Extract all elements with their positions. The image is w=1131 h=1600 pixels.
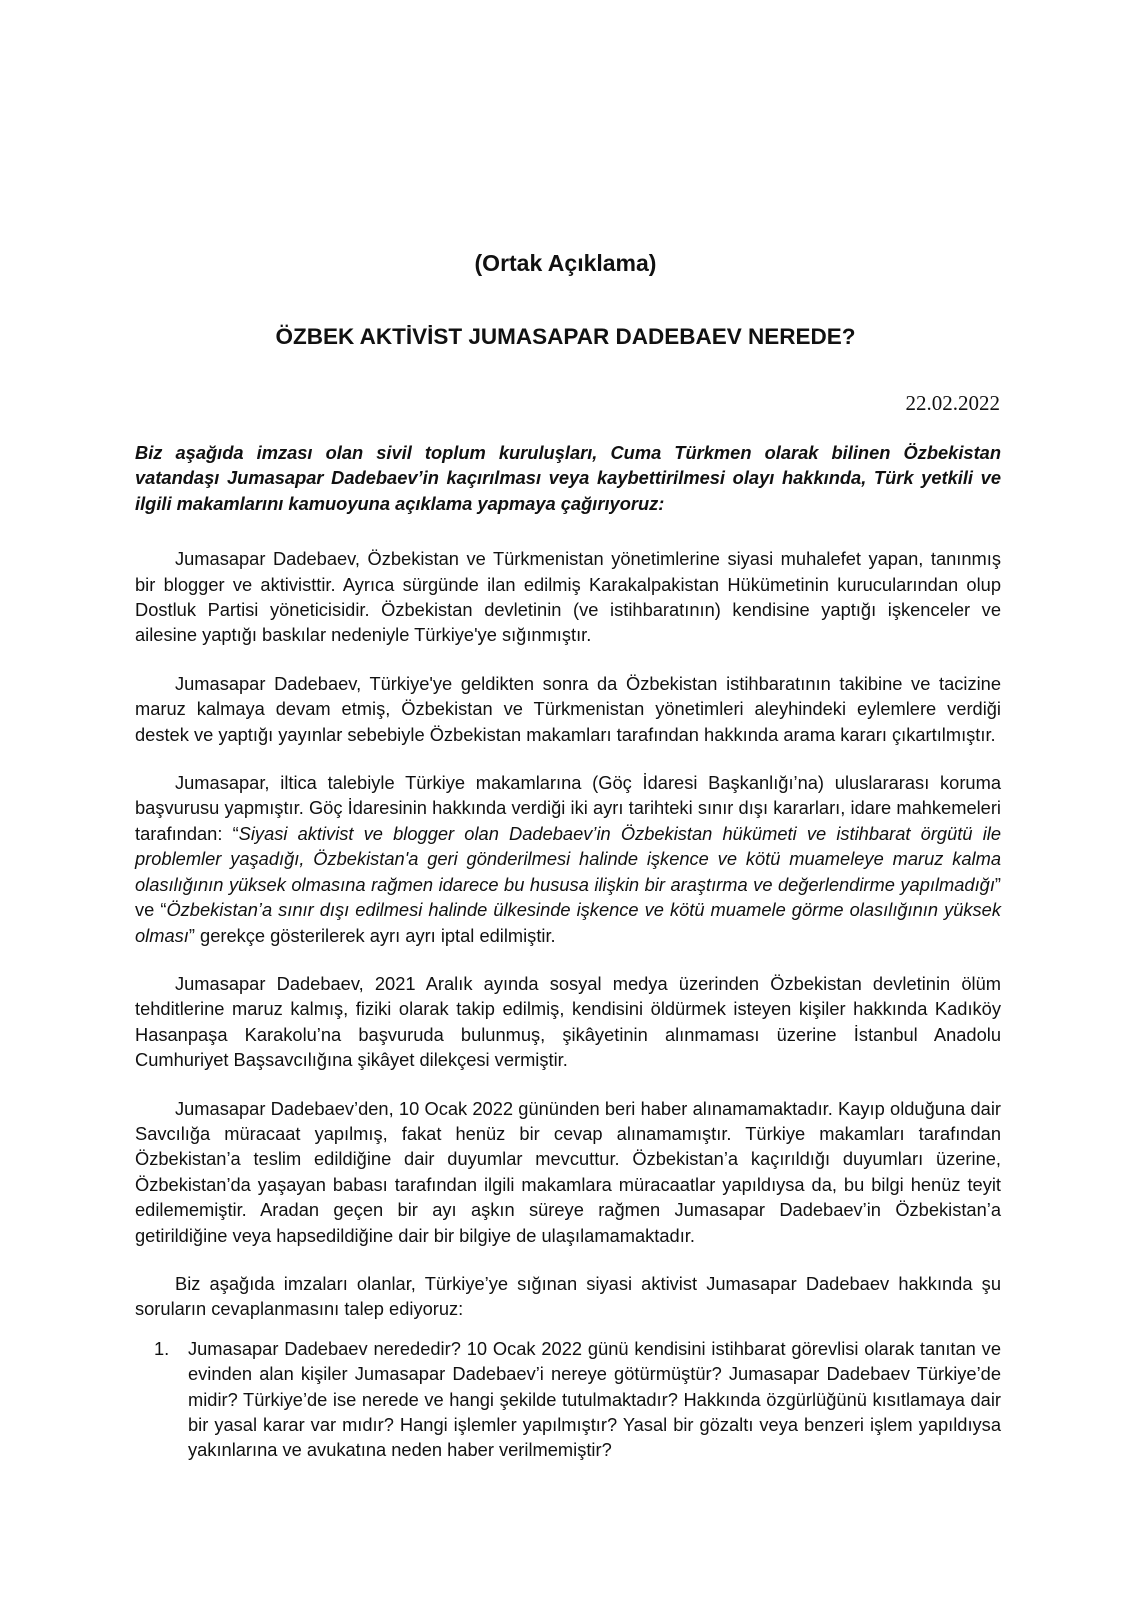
paragraph-3-text-b: ” ve “ xyxy=(135,873,1001,921)
intro-paragraph: Biz aşağıda imzası olan sivil toplum kuruluşları, Cuma Türkmen olarak bilinen Özbekistan vatandaşı Jumasapar Dadebaev’in kaçırılması veya kaybettirilmesi olayı hakkında, Türk yetkili ve ilgili makamlarını kamuoyuna açıklama yapmaya çağırıyoruz: xyxy=(135,442,1001,514)
paragraph-3 xyxy=(135,770,1001,948)
court-quote-2: Özbekistan’a sınır dışı edilmesi halinde ülkesinde işkence ve kötü muamele görme olasılığının yüksek olması xyxy=(135,899,1001,946)
paragraph-5: Jumasapar Dadebaev’den, 10 Ocak 2022 gününden beri haber alınamamaktadır. Kayıp olduğuna dair Savcılığa müracaat yapılmış, fakat henüz bir cevap alınamamıştır. Türkiye makamları tarafından Özbekistan’a teslim edildiğine dair duyumlar mevcuttur. Özbekistan’a kaçırıldığı duyumları üzerine, Özbekistan’da yaşayan babası tarafından ilgili makamlara müracaatlar yapıldıysa da, bu bilgi henüz teyit edilememiştir. Aradan geçen bir ayı aşkın süreye rağmen Jumasapar Dadebaev’in Özbekistan’a getirildiğine veya hapsedildiğine dair bir bilgiye de ulaşılamamaktadır. xyxy=(135,1097,1001,1246)
paragraph-1: Jumasapar Dadebaev, Özbekistan ve Türkmenistan yönetimlerine siyasi muhalefet yapan, tanınmış bir blogger ve aktivisttir. Ayrıca sürgünde ilan edilmiş Karakalpakistan Hükümetinin kurucularından olup Dostluk Partisi yöneticisidir. Özbekistan devletinin (ve istihbaratının) kendisine yaptığı işkenceler ve ailesine yaptığı baskılar nedeniyle Türkiye'ye sığınmıştır. xyxy=(135,548,1001,646)
paragraph-4: Jumasapar Dadebaev, 2021 Aralık ayında sosyal medya üzerinden Özbekistan devletinin ölüm tehditlerine maruz kalmış, fiziki olarak takip edilmiş, kendisini öldürmek isteyen kişiler hakkında Kadıköy Hasanpaşa Karakolu’na başvuruda bulunmuş, şikâyetinin alınmaması üzerine İstanbul Anadolu Cumhuriyet Başsavcılığına şikâyet dilekçesi vermiştir. xyxy=(135,972,1001,1071)
list-item xyxy=(135,1336,1001,1463)
court-quote-1: Siyasi aktivist ve blogger olan Dadebaev’in Özbekistan hükümeti ve istihbarat örgütü ile problemler yaşadığı, Özbekistan'a geri gönderilmesi halinde işkence ve kötü muameleye maruz kalma olasılığının yüksek olmasına rağmen idarece bu hususa ilişkin bir araştırma ve değerlendirme yapılmadığı xyxy=(135,822,1001,895)
paragraph-2: Jumasapar Dadebaev, Türkiye'ye geldikten sonra da Özbekistan istihbaratının takibine ve tacizine maruz kalmaya devam etmiş, Özbekistan ve Türkmenistan yönetimleri aleyhindeki eylemlere verdiği destek ve yaptığı yayınlar sebebiyle Özbekistan makamları tarafından hakkında arama kararı çıkartılmıştır. xyxy=(135,672,1001,745)
paragraph-3-text-a: Jumasapar, iltica talebiyle Türkiye makamlarına (Göç İdaresi Başkanlığı’na) uluslararası koruma başvurusu yapmıştır. Göç İdaresinin hakkında verdiği iki ayrı tarihteki sınır dışı kararları, idare mahkemeleri tarafından: “ xyxy=(135,772,1001,844)
list-item-number: 1. xyxy=(154,1337,170,1359)
document-date: 22.02.2022 xyxy=(905,391,1000,415)
paragraph-3-text-c: ” gerekçe gösterilerek ayrı ayrı iptal edilmiştir. xyxy=(188,924,556,946)
document-body xyxy=(135,440,1001,1463)
list-item-text: Jumasapar Dadebaev nerededir? 10 Ocak 2022 günü kendisini istihbarat görevlisi olarak tanıtan ve evinden alan kişiler Jumasapar Dadebaev’i nereye götürmüştür? Jumasapar Dadebaev Türkiye’de midir? Türkiye’de ise nerede ve hangi şekilde tutulmaktadır? Hakkında özgürlüğünü kısıtlamaya dair bir yasal karar var mıdır? Hangi işlemler yapılmıştır? Yasal bir gözaltı veya benzeri işlem yapıldıysa yakınlarına ve avukatına neden haber verilmemiştir? xyxy=(188,1337,1001,1461)
questions-list xyxy=(135,1336,1001,1463)
paragraph-6: Biz aşağıda imzaları olanlar, Türkiye’ye sığınan siyasi aktivist Jumasapar Dadebaev hakkında şu soruların cevaplanmasını talep ediyoruz: xyxy=(135,1272,1001,1320)
document-title: (Ortak Açıklama) xyxy=(474,250,657,276)
document-headline: ÖZBEK AKTİVİST JUMASAPAR DADEBAEV NEREDE? xyxy=(275,324,856,349)
